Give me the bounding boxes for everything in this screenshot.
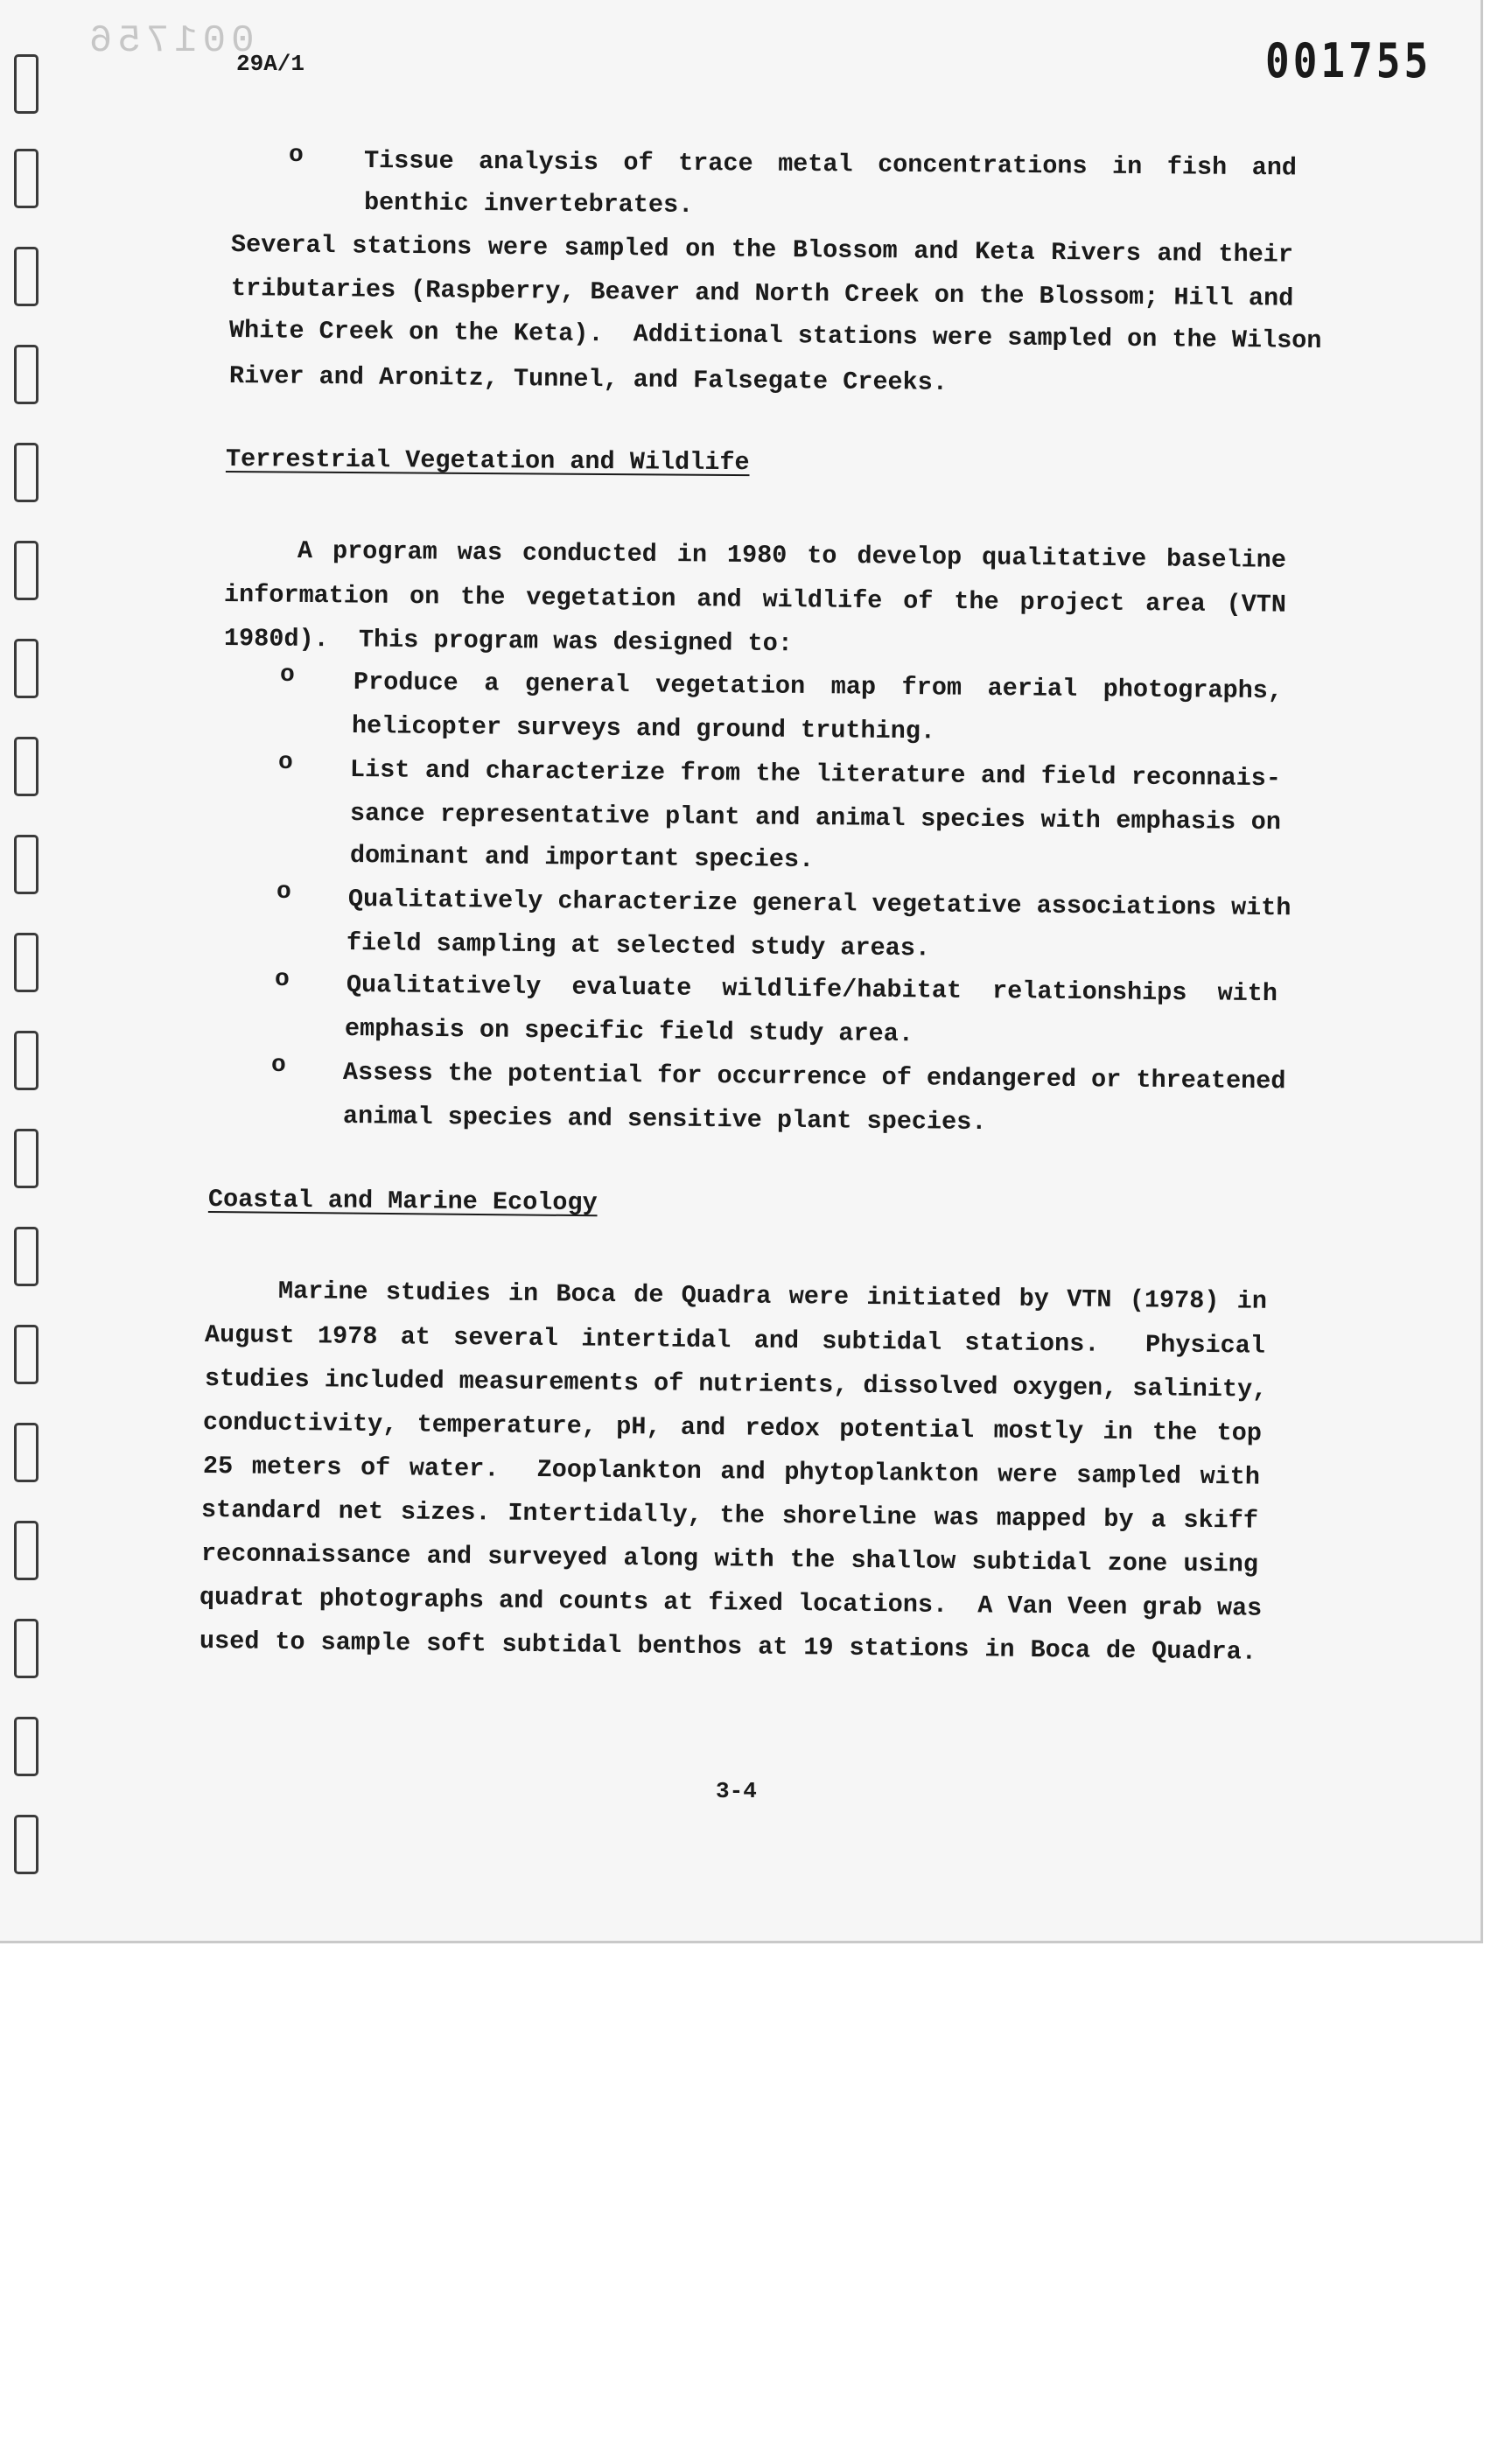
paragraph-line: reconnaissance and surveyed along with the shallow subtidal zone using [200, 1539, 1259, 1579]
paragraph-line: tributaries (Raspberry, Beaver and North Creek on the Blossom; Hill and [230, 274, 1294, 313]
paragraph-line: standard net sizes. Intertidally, the shoreline was mapped by a skiff [200, 1495, 1259, 1536]
bullet-marker: o [289, 142, 304, 169]
bullet-marker: o [275, 966, 290, 993]
paragraph-line: August 1978 at several intertidal and subtidal stations. Physical [204, 1320, 1266, 1361]
paragraph-line: information on the vegetation and wildlife of the project area (VTN [223, 580, 1287, 620]
paragraph-line: Marine studies in Boca de Quadra were initiated by VTN (1978) in [277, 1277, 1268, 1316]
bullet-marker: o [278, 749, 293, 776]
paragraph-line: A program was conducted in 1980 to develop qualitative baseline [297, 536, 1287, 575]
bullet-text-line: benthic invertebrates. [363, 188, 694, 220]
section-heading-terrestrial: Terrestrial Vegetation and Wildlife [225, 444, 750, 478]
section-heading-coastal: Coastal and Marine Ecology [207, 1185, 598, 1218]
bullet-text-line: List and characterize from the literature and field reconnais- [349, 755, 1282, 794]
document-number: 001755 [1265, 32, 1432, 88]
page-number: 3-4 [716, 1778, 757, 1804]
paragraph-line: conductivity, temperature, pH, and redox potential mostly in the top [202, 1408, 1263, 1448]
bullet-text-line: dominant and important species. [349, 841, 815, 875]
bullet-text-line: sance representative plant and animal species with emphasis on [349, 799, 1282, 837]
bullet-text-line: Assess the potential for occurrence of endangered or threatened [342, 1058, 1286, 1096]
bullet-text-line: Tissue analysis of trace metal concentrations in fish and [363, 146, 1298, 183]
paragraph-line: 25 meters of water. Zooplankton and phytoplankton were sampled with [202, 1452, 1261, 1492]
paragraph-line: River and Aronitz, Tunnel, and Falsegate Creeks. [228, 361, 948, 397]
bullet-text-line: Qualitatively evaluate wildlife/habitat relationships with [346, 970, 1278, 1009]
paragraph-line: 1980d). This program was designed to: [223, 624, 794, 659]
paragraph-line: White Creek on the Keta). Additional stations were sampled on the Wilson [228, 316, 1322, 355]
page-reference: 29A/1 [236, 51, 305, 77]
bullet-text-line: Qualitatively characterize general vegetative associations with [347, 885, 1292, 923]
paragraph-line: quadrat photographs and counts at fixed locations. A Van Veen grab was [199, 1583, 1263, 1623]
bullet-text-line: emphasis on specific field study area. [344, 1014, 914, 1049]
paragraph-line: Several stations were sampled on the Blossom and Keta Rivers and their [230, 230, 1294, 270]
bullet-text-line: Produce a general vegetation map from aerial photographs, [353, 668, 1284, 706]
bullet-text-line: helicopter surveys and ground truthing. [351, 711, 936, 746]
bullet-text-line: animal species and sensitive plant species. [342, 1102, 987, 1138]
bullet-marker: o [271, 1052, 286, 1079]
bullet-marker: o [280, 662, 295, 689]
paragraph-line: studies included measurements of nutrients, dissolved oxygen, salinity, [204, 1364, 1268, 1404]
bullet-marker: o [276, 878, 291, 906]
bullet-text-line: field sampling at selected study areas. [346, 928, 931, 963]
paragraph-line: used to sample soft subtidal benthos at 19 stations in Boca de Quadra. [199, 1627, 1257, 1667]
bleed-through-number: 001756 [84, 19, 255, 63]
